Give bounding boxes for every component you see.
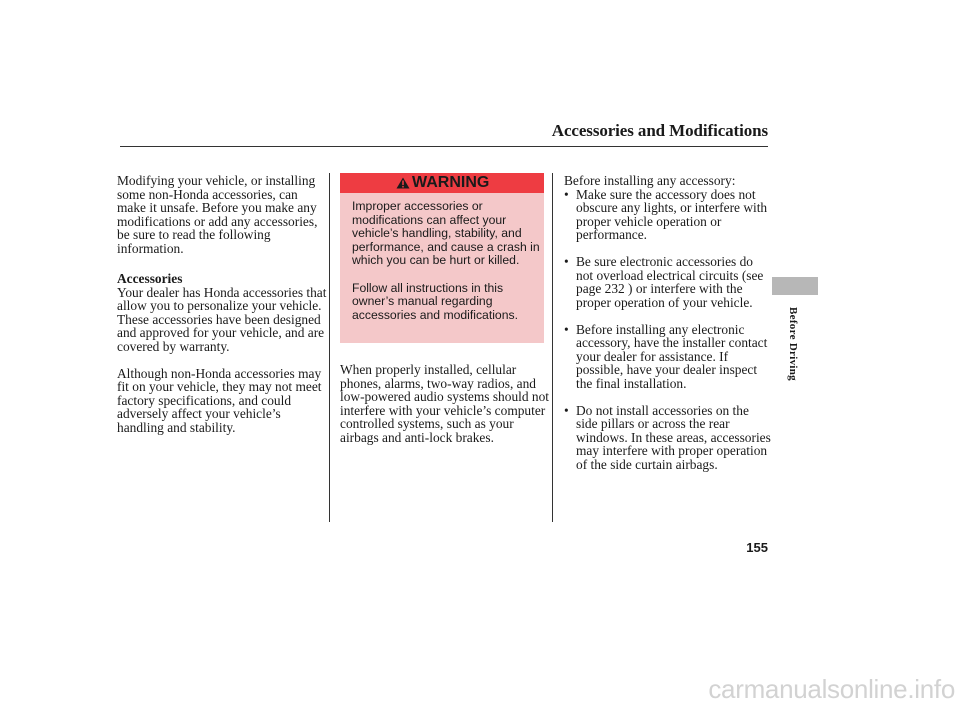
header-rule	[120, 146, 768, 147]
paragraph-electronics: When properly installed, cellular phones, alarms, two-way radios, and low-powered audio systems should not interfere with your vehicle’s computer controlled systems, such as your airbags and anti-lock brakes.	[340, 362, 550, 445]
list-item: • Do not install accessories on the side pillars or across the rear windows. In these areas, accessories may interfere with proper operation of the side curtain airbags.	[564, 404, 772, 472]
warning-box	[340, 173, 544, 343]
section-heading: Accessories	[117, 271, 183, 286]
warning-text-hazard: Improper accessories or modifications can affect your vehicle’s handling, stability, and performance, and cause a crash in which you can be hurt or killed.	[352, 199, 540, 268]
page-title: Accessories and Modifications	[551, 121, 768, 140]
page-number: 155	[746, 540, 768, 555]
middle-column	[340, 363, 550, 444]
intro-paragraph: Modifying your vehicle, or installing some non-Honda accessories, can make it unsafe. Before you make any modifications or add any accessories, be sure to read the following information.	[117, 173, 318, 256]
warning-triangle-icon	[396, 177, 410, 189]
list-item: • Be sure electronic accessories do not overload electrical circuits (see page 232 ) or interfere with the proper operation of your vehicle.	[564, 255, 772, 309]
accessory-checklist	[564, 188, 772, 472]
warning-label: WARNING	[412, 174, 490, 191]
column-divider-right	[552, 173, 553, 522]
left-column	[117, 174, 327, 434]
watermark: carmanualsonline.info	[708, 674, 955, 704]
right-column	[564, 174, 772, 485]
paragraph-non-honda-accessories: Although non-Honda accessories may fit on your vehicle, they may not meet factory specifications, and could adversely affect your vehicle’s handling and stability.	[117, 365, 322, 435]
section-tab-label: Before Driving	[787, 307, 799, 381]
right-intro: Before installing any accessory:	[564, 173, 736, 188]
column-divider-left	[329, 173, 330, 522]
warning-text-instructions: Follow all instructions in this owner’s manual regarding accessories and modifications.	[352, 280, 518, 322]
list-item: • Make sure the accessory does not obscure any lights, or interfere with proper vehicle operation or performance.	[564, 188, 772, 242]
warning-header-bar	[340, 173, 544, 193]
list-item: • Before installing any electronic accessory, have the installer contact your dealer for assistance. If possible, have your dealer inspect the final installation.	[564, 323, 772, 391]
warning-text	[352, 200, 540, 322]
paragraph-dealer-accessories: Your dealer has Honda accessories that allow you to personalize your vehicle. These accessories have been designed and approved for your vehicle, and are covered by warranty.	[117, 284, 327, 354]
